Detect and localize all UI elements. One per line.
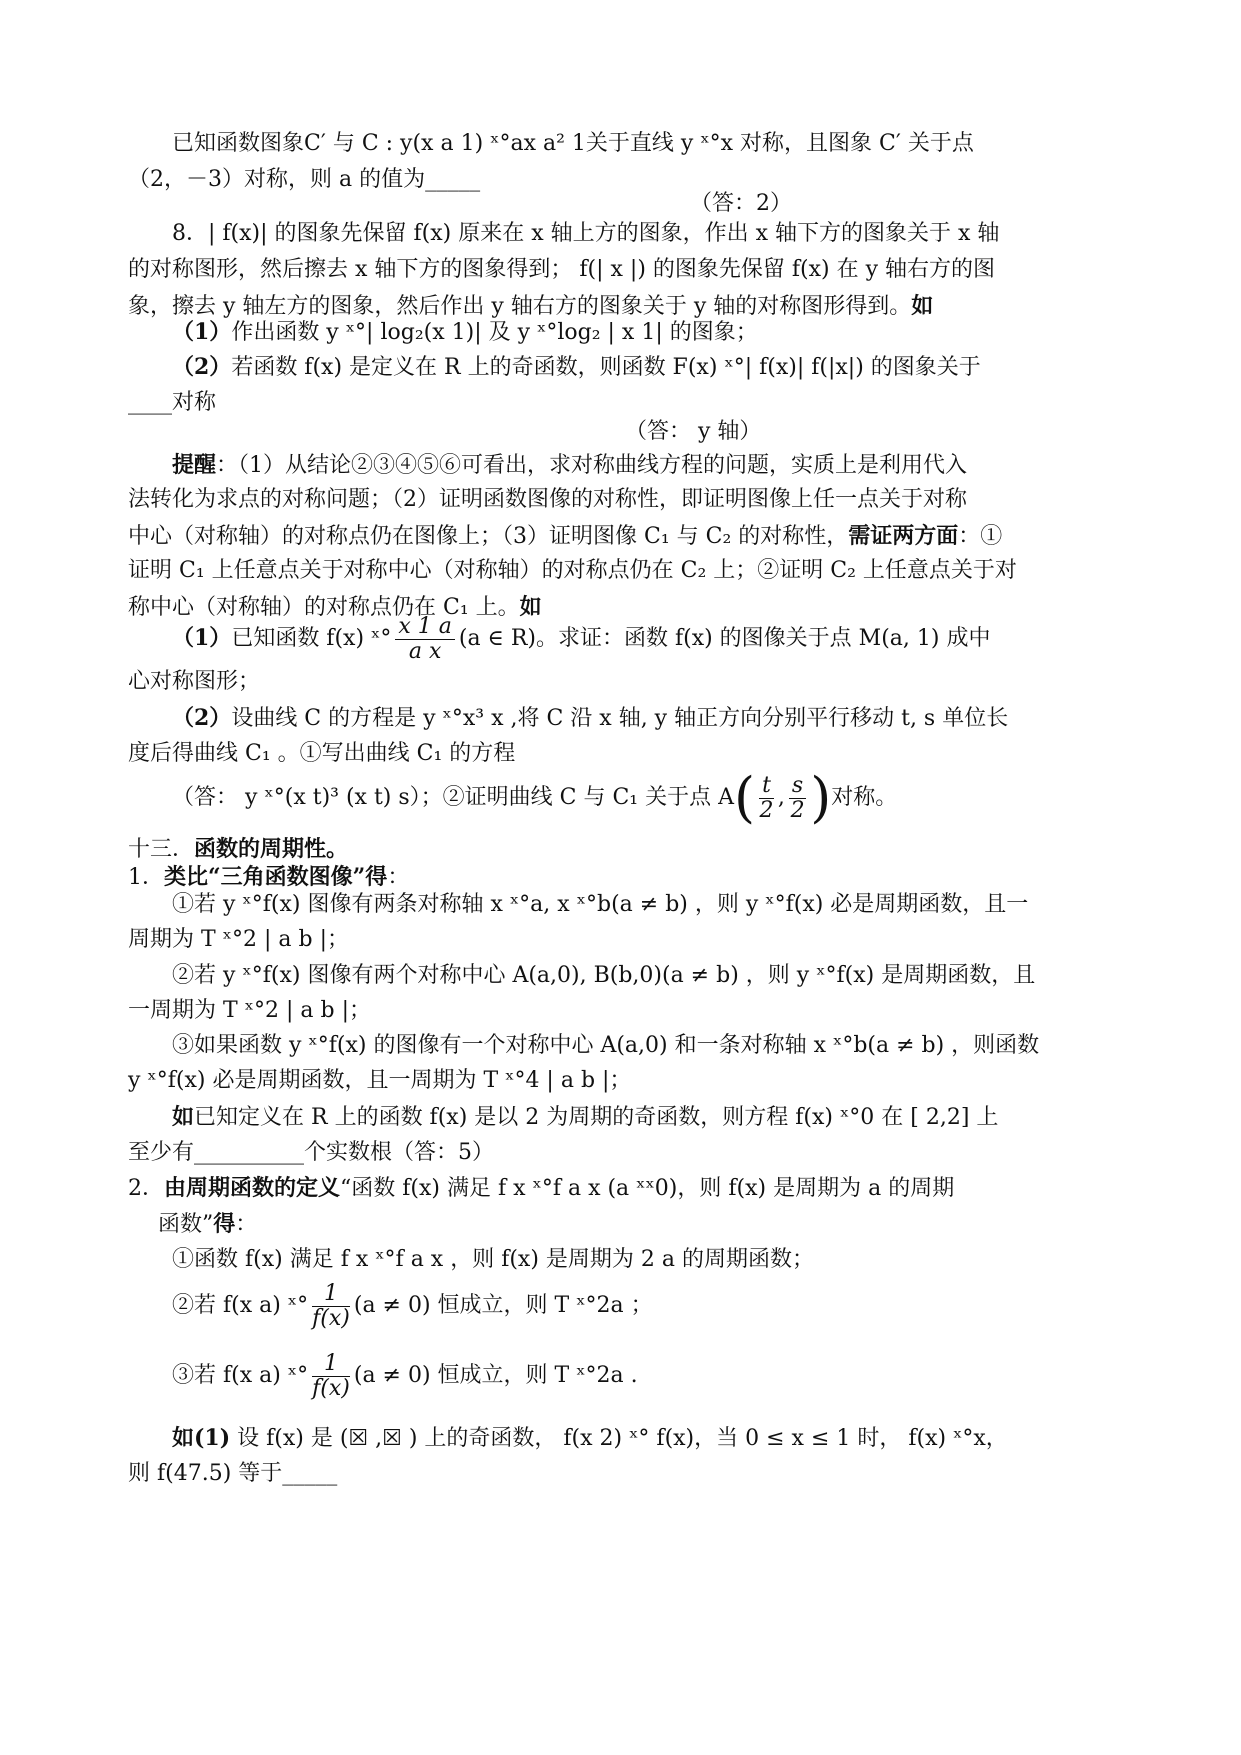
subheading: 1．类比“三角函数图像”得： [128,864,410,890]
text-line: 一周期为 T ˣ°2 | a b |； [128,998,371,1023]
text-line: （2）若函数 f(x) 是定义在 R 上的奇函数，则函数 F(x) ˣ°| f(x)| f(|x|) 的图象关于 [172,354,981,380]
text-line: 函数”得： [158,1211,258,1237]
text-line: （2）设曲线 C 的方程是 y ˣ°x³ x ,将 C 沿 x 轴, y 轴正方向分别平行移动 t, s 单位长 [172,705,1009,731]
fraction: $\frac{s}{2}$ [790,772,805,823]
text-line: 心对称图形； [128,669,261,694]
fraction: $\frac{1}{f(x)}$ [312,1350,350,1401]
text-line: 如已知定义在 R 上的函数 f(x) 是以 2 为周期的奇函数，则方程 f(x) ˣ°0 在 [ 2,2] 上 [172,1104,999,1130]
text-line: 至少有__________个实数根（答：5） [128,1140,494,1165]
text-line: 象，擦去 y 轴左方的图象，然后作出 y 轴右方的图象关于 y 轴的对称图形得到。如 [128,293,934,319]
text-line: 如(1) 设 f(x) 是 (☒ ,☒ ) 上的奇函数， f(x 2) ˣ° f(x)，当 0 ≤ x ≤ 1 时， f(x) ˣ°x， [172,1425,1008,1451]
text-line: ①函数 f(x) 满足 f x ˣ°f a x ，则 f(x) 是周期为 2 a 的周期函数； [172,1247,814,1272]
text-line: 已知函数图象C′ 与 C : y(x a 1) ˣ°ax a² 1关于直线 y ˣ°x 对称，且图象 C′ 关于点 [172,131,974,156]
section-heading: 十三．函数的周期性。 [128,836,349,862]
text-line: 中心（对称轴）的对称点仍在图像上；（3）证明图像 C₁ 与 C₂ 的对称性，需证两方面：① [128,523,1003,549]
text-line: ②若 y ˣ°f(x) 图像有两个对称中心 A(a,0), B(b,0)(a ≠ b) ，则 y ˣ°f(x) 是周期函数，且 [172,963,1036,988]
text-line: 度后得曲线 C₁ 。①写出曲线 C₁ 的方程 [128,741,516,766]
answer-line: （答：2） [690,191,792,216]
answer-line: （答： y 轴） [625,419,762,444]
text-line: y ˣ°f(x) 必是周期函数，且一周期为 T ˣ°4 | a b |； [128,1068,632,1093]
text-line: ____对称 [128,390,217,415]
text-line: ①若 y ˣ°f(x) 图像有两条对称轴 x ˣ°a, x ˣ°b(a ≠ b) ，则 y ˣ°f(x) 必是周期函数，且一 [172,892,1029,917]
text-line: 证明 C₁ 上任意点关于对称中心（对称轴）的对称点仍在 C₂ 上；②证明 C₂ 上任意点关于对 [128,558,1017,583]
text-line: ③若 f(x a) ˣ° $\frac{1}{f(x)}$ (a ≠ 0) 恒成立，则 T ˣ°2a . [172,1350,638,1401]
text-line: （答： y ˣ°(x t)³ (x t) s）；②证明曲线 C 与 C₁ 关于点 A( $\frac{t}{2}$ , $\frac{s}{2}$ )对称。 [172,766,898,829]
text-line: 8．| f(x)| 的图象先保留 f(x) 原来在 x 轴上方的图象，作出 x 轴下方的图象关于 x 轴 [172,221,1000,246]
text-line: （1）已知函数 f(x) ˣ° $\frac{x 1 a}{\text{a x}}$ (a ∈ R)。求证：函数 f(x) 的图像关于点 M(a, 1) 成中 [172,613,991,664]
subheading: 2．由周期函数的定义“函数 f(x) 满足 f x ˣ°f a x (a ˣˣ0)，则 f(x) 是周期为 a 的周期 [128,1175,955,1201]
text-line: ②若 f(x a) ˣ° $\frac{1}{f(x)}$ (a ≠ 0) 恒成立，则 T ˣ°2a ； [172,1280,653,1331]
text-line: （2，－3）对称，则 a 的值为_____ [128,167,481,192]
fraction: $\frac{1}{f(x)}$ [312,1280,350,1331]
text-line: ③如果函数 y ˣ°f(x) 的图像有一个对称中心 A(a,0) 和一条对称轴 x ˣ°b(a ≠ b) ，则函数 [172,1033,1040,1058]
text-line: 法转化为求点的对称问题；（2）证明函数图像的对称性，即证明图像上任一点关于对称 [128,487,967,512]
text-line: （1）作出函数 y ˣ°| log₂(x 1)| 及 y ˣ°log₂ | x 1| 的图象； [172,319,758,345]
text-line: 则 f(47.5) 等于_____ [128,1461,338,1486]
text-line: 周期为 T ˣ°2 | a b |； [128,927,349,952]
text-line: 的对称图形，然后擦去 x 轴下方的图象得到； f(| x |) 的图象先保留 f(x) 在 y 轴右方的图 [128,257,996,282]
fraction: $\frac{x 1 a}{\text{a x}}$ [395,615,455,664]
text-line: 提醒：（1）从结论②③④⑤⑥可看出，求对称曲线方程的问题，实质上是利用代入 [172,452,968,478]
fraction: $\frac{t}{2}$ [759,772,774,823]
text-line: 称中心（对称轴）的对称点仍在 C₁ 上。如 [128,594,542,620]
